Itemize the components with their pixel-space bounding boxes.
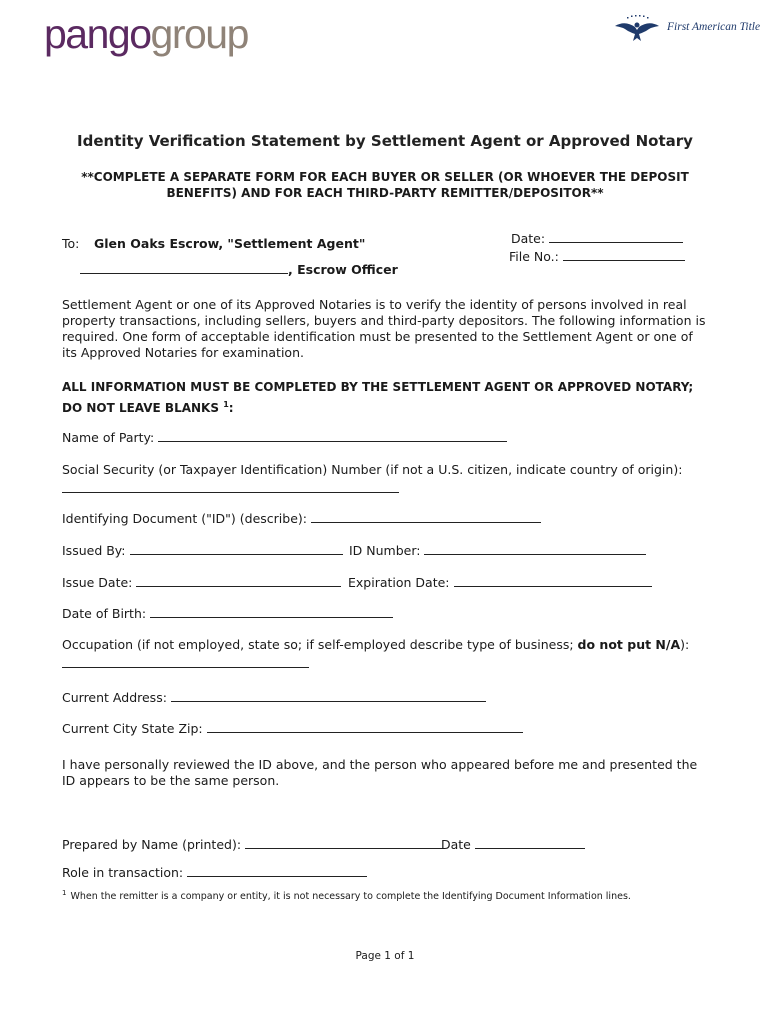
issued-by-label: Issued By: — [62, 543, 126, 558]
address-field[interactable] — [171, 690, 486, 702]
name-of-party-label: Name of Party: — [62, 430, 155, 445]
to-recipient: Glen Oaks Escrow, "Settlement Agent" — [94, 236, 366, 251]
pangogroup-logo — [44, 11, 248, 57]
expiration-date-row — [348, 575, 652, 590]
logo-group: group — [150, 11, 248, 57]
footnote — [62, 889, 631, 902]
date-field[interactable] — [549, 231, 683, 243]
id-doc-row — [62, 511, 541, 526]
issued-by-field[interactable] — [130, 543, 343, 555]
warning-footnote-ref: 1 — [223, 400, 229, 409]
ssn-field[interactable] — [62, 481, 399, 493]
intro-paragraph: Settlement Agent or one of its Approved Notaries is to verify the identity of persons involved in real property transactions, including sellers, buyers and third-party depositors. The following information is required. One form of acceptable identification must be presented to the Settlement Agent or one of its Approved Notaries for examination. — [62, 297, 706, 360]
id-doc-label: Identifying Document ("ID") (describe): — [62, 511, 307, 526]
warning-colon: : — [228, 401, 234, 415]
address-row — [62, 690, 486, 705]
eagle-icon — [613, 14, 661, 44]
file-no-field[interactable] — [563, 249, 685, 261]
ssn-row — [62, 481, 399, 496]
escrow-officer-label: , Escrow Officer — [288, 262, 398, 277]
date2-row — [441, 837, 585, 852]
logo-pango: pango — [44, 11, 151, 57]
attestation-statement: I have personally reviewed the ID above, and the person who appeared before me and presented the ID appears to be the same person. — [62, 757, 698, 788]
role-field[interactable] — [187, 865, 367, 877]
id-number-field[interactable] — [424, 543, 646, 555]
dob-label: Date of Birth: — [62, 606, 147, 621]
issued-by-row — [62, 543, 343, 558]
form-title: Identity Verification Statement by Settlement Agent or Approved Notary — [77, 132, 693, 150]
address-label: Current Address: — [62, 690, 167, 705]
date2-field[interactable] — [475, 837, 585, 849]
date2-label: Date — [441, 837, 471, 852]
to-label: To: — [62, 236, 80, 251]
partner-name: First American Title — [667, 21, 761, 33]
footnote-marker: 1 — [62, 889, 67, 897]
city-field[interactable] — [207, 721, 523, 733]
page-number: Page 1 of 1 — [355, 950, 415, 962]
issue-date-field[interactable] — [136, 575, 341, 587]
id-doc-field[interactable] — [311, 511, 541, 523]
file-row — [509, 249, 685, 264]
escrow-officer-row — [80, 262, 398, 277]
role-row — [62, 865, 367, 880]
warning-text — [62, 379, 707, 417]
city-row — [62, 721, 523, 736]
prepared-by-row — [62, 837, 443, 852]
prepared-by-field[interactable] — [245, 837, 443, 849]
date-label: Date: — [511, 231, 546, 246]
subtitle-line-2: BENEFITS) AND FOR EACH THIRD-PARTY REMITTER/DEPOSITOR** — [166, 186, 604, 200]
dob-row — [62, 606, 393, 621]
city-label: Current City State Zip: — [62, 721, 203, 736]
escrow-officer-field[interactable] — [80, 262, 288, 274]
date-row — [511, 231, 683, 246]
occupation-emphasis: do not put N/A — [577, 637, 681, 652]
expiration-date-field[interactable] — [454, 575, 652, 587]
role-label: Role in transaction: — [62, 865, 184, 880]
name-of-party-row — [62, 430, 507, 445]
id-number-row — [349, 543, 646, 558]
occupation-end: ): — [680, 637, 690, 652]
footnote-text: When the remitter is a company or entity, it is not necessary to complete the Identifying Document Information lines. — [70, 891, 631, 903]
subtitle-line-1: **COMPLETE A SEPARATE FORM FOR EACH BUYER OR SELLER (OR WHOEVER THE DEPOSIT — [81, 170, 689, 184]
occupation-row — [62, 656, 309, 671]
id-number-label: ID Number: — [349, 543, 421, 558]
issue-date-label: Issue Date: — [62, 575, 133, 590]
first-american-logo — [613, 14, 760, 44]
dob-field[interactable] — [150, 606, 393, 618]
file-no-label: File No.: — [509, 249, 559, 264]
warning-body: ALL INFORMATION MUST BE COMPLETED BY THE SETTLEMENT AGENT OR APPROVED NOTARY; DO NOT LEAVE BLANKS — [62, 380, 694, 415]
issue-date-row — [62, 575, 341, 590]
occupation-label — [62, 637, 689, 652]
name-of-party-field[interactable] — [158, 430, 507, 442]
prepared-by-label: Prepared by Name (printed): — [62, 837, 242, 852]
ssn-label: Social Security (or Taxpayer Identification) Number (if not a U.S. citizen, indicate country of origin): — [62, 462, 683, 477]
occupation-text: Occupation (if not employed, state so; if self-employed describe type of business; — [62, 637, 574, 652]
occupation-field[interactable] — [62, 656, 309, 668]
expiration-date-label: Expiration Date: — [348, 575, 450, 590]
